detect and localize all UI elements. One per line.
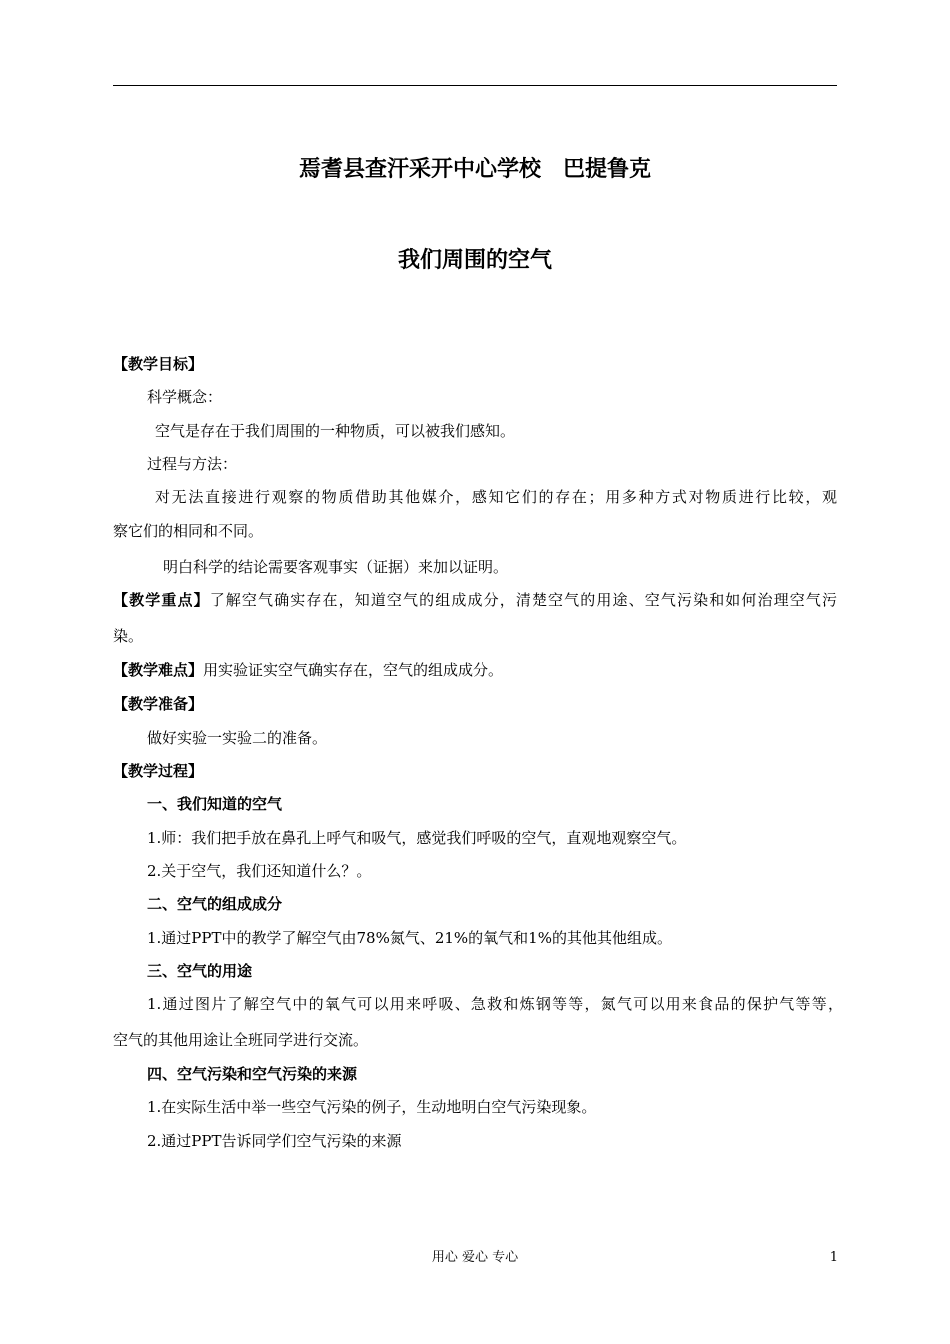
page-number: 1 — [829, 1250, 838, 1265]
key-points-heading: 【教学重点】 — [113, 591, 210, 609]
process-method-text-cont: 察它们的相同和不同。 — [113, 522, 264, 540]
difficulties-heading: 【教学难点】 — [113, 661, 204, 679]
process-method-label: 过程与方法： — [147, 455, 238, 473]
header-rule — [113, 85, 837, 86]
process-method-text: 对无法直接进行观察的物质借助其他媒介，感知它们的存在；用多种方式对物质进行比较，观 — [155, 488, 837, 506]
section-2-title: 二、空气的组成成分 — [147, 895, 283, 913]
section-4-item-1: 1.在实际生活中举一些空气污染的例子，生动地明白空气污染现象。 — [147, 1098, 597, 1116]
preparation-heading: 【教学准备】 — [113, 695, 204, 713]
section-3-item-1-cont: 空气的其他用途让全班同学进行交流。 — [113, 1031, 369, 1049]
objectives-heading: 【教学目标】 — [113, 355, 204, 373]
concept-text: 空气是存在于我们周围的一种物质，可以被我们感知。 — [155, 422, 516, 440]
difficulties — [113, 660, 843, 680]
key-points-text-cont: 染。 — [113, 627, 144, 645]
attitude-text: 明白科学的结论需要客观事实（证据）来加以证明。 — [163, 558, 509, 576]
section-1-item-1: 1.师：我们把手放在鼻孔上呼气和吸气，感觉我们呼吸的空气，直观地观察空气。 — [147, 829, 687, 847]
key-points-text: 了解空气确实存在，知道空气的组成成分，清楚空气的用途、空气污染和如何治理空气污 — [209, 591, 837, 609]
difficulties-text: 用实验证实空气确实存在，空气的组成成分。 — [203, 661, 504, 679]
footer-motto: 用心 爱心 专心 — [431, 1250, 519, 1265]
section-3-item-1: 1.通过图片了解空气中的氧气可以用来呼吸、急救和炼钢等等，氮气可以用来食品的保护气等等， — [147, 995, 843, 1013]
school-title: 焉耆县查汗采开中心学校 巴提鲁克 — [298, 157, 651, 182]
section-4-title: 四、空气污染和空气污染的来源 — [147, 1065, 358, 1083]
section-1-item-2: 2.关于空气，我们还知道什么？。 — [147, 862, 372, 880]
section-2-item-1: 1.通过PPT中的教学了解空气由78%氮气、21%的氧气和1%的其他其他组成。 — [147, 929, 672, 947]
section-1-title: 一、我们知道的空气 — [147, 795, 283, 813]
concept-label: 科学概念： — [147, 388, 223, 406]
section-4-item-2: 2.通过PPT告诉同学们空气污染的来源 — [147, 1132, 402, 1150]
lesson-title: 我们周围的空气 — [397, 248, 552, 273]
preparation-text: 做好实验一实验二的准备。 — [147, 729, 328, 747]
key-points — [113, 590, 837, 610]
process-heading: 【教学过程】 — [113, 762, 204, 780]
section-3-title: 三、空气的用途 — [147, 962, 253, 980]
